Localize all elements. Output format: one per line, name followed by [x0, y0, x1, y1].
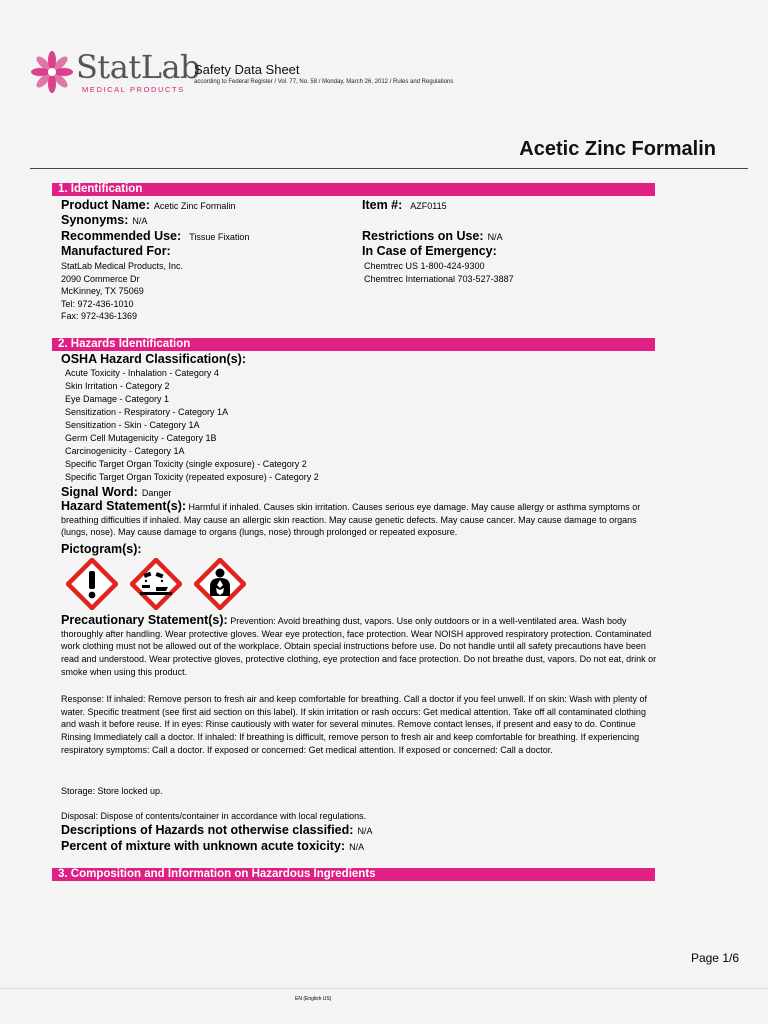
- classification-item: Sensitization - Skin - Category 1A: [65, 420, 200, 430]
- hnoc-row: [61, 823, 372, 837]
- restrictions-value: N/A: [487, 232, 503, 242]
- exclamation-mark-pictogram-icon: [66, 558, 118, 610]
- classification-item: Carcinogenicity - Category 1A: [65, 446, 185, 456]
- unknown-toxicity-row: [61, 839, 364, 853]
- precautionary-prevention: [61, 614, 657, 679]
- precautionary-storage: Storage: Store locked up.: [61, 786, 163, 796]
- hnoc-label: Descriptions of Hazards not otherwise classified:: [61, 823, 354, 837]
- precautionary-response: Response: If inhaled: Remove person to fresh air and keep comfortable for breathing. Call a doctor if you feel unwell. If on skin: Wash with plenty of water. Specific treatment (see first aid section on this label). If skin irritation or rash occurs: Get medical attention. Take off all contaminated clothing and wash it before reuse. If in eyes: Rinse cautiously with water for several minutes. Remove contact lenses, if present and easy to do. Continue Rinsing Immediately call a doctor. If inhaled: If breathing is difficult, remove person to fresh air and keep comfortable for breathing. If experiencing respiratory symptoms: Call a doctor. If exposed or concerned: Get medical attention. If exposed or concerned: Call a doctor.: [61, 694, 647, 755]
- footer-rule: [0, 988, 768, 989]
- classification-item: Specific Target Organ Toxicity (repeated exposure) - Category 2: [65, 472, 319, 482]
- brand-subtitle: MEDICAL PRODUCTS: [82, 85, 185, 94]
- emergency-label: In Case of Emergency:: [362, 244, 497, 258]
- signal-word-row: [61, 485, 171, 499]
- signal-word-label: Signal Word:: [61, 485, 138, 499]
- hazard-statement: [61, 500, 657, 539]
- statlab-flower-logo-icon: [28, 48, 76, 96]
- item-label: Item #:: [362, 198, 403, 212]
- hazard-statement-label: Hazard Statement(s):: [61, 499, 187, 513]
- hnoc-value: N/A: [357, 826, 373, 836]
- classification-item: Eye Damage - Category 1: [65, 394, 170, 404]
- corrosion-pictogram-icon: [130, 558, 182, 610]
- classification-item: Acute Toxicity - Inhalation - Category 4: [65, 368, 219, 378]
- emergency-line: Chemtrec International 703-527-3887: [364, 274, 514, 284]
- synonyms-label: Synonyms:: [61, 213, 129, 227]
- manufacturer-line: StatLab Medical Products, Inc.: [61, 261, 184, 271]
- restrictions-row: [362, 229, 503, 243]
- page-number: Page 1/6: [690, 951, 739, 965]
- manufactured-for-label: Manufactured For:: [61, 244, 171, 258]
- section-3-heading: 3. Composition and Information on Hazardous Ingredients: [52, 868, 655, 881]
- product-name-row: [61, 198, 235, 212]
- classification-item: Sensitization - Respiratory - Category 1A: [65, 407, 229, 417]
- product-title: Acetic Zinc Formalin: [519, 138, 716, 160]
- precautionary-disposal: Disposal: Dispose of contents/container in accordance with local regulations.: [61, 811, 367, 821]
- hazard-statement-text: Harmful if inhaled. Causes skin irritation. Causes serious eye damage. May cause allergy or asthma symptoms or breathing difficulties if inhaled. May cause an allergic skin reaction. May cause genetic defects. May cause cancer. May cause damage to organs (lungs, nose). May cause damage to organs (lungs, nose) through prolonged or repeated exposure.: [61, 502, 641, 538]
- prevention-text: Prevention: Avoid breathing dust, vapors. Use only outdoors or in a well-ventilated area. Wash body thoroughly after handling. Wear protective gloves. Wear eye protection, face protection. Wear NOISH approved respiratory protection. Contaminated work clothing must not be allowed out of the workplace. Obtain special instructions before use. Do not handle until all safety precautions have been read and understood. Wear protective gloves, protective clothing, eye protection and face protection. Do not breathe dust, vapors. Do not eat, drink or smoke when using this product.: [61, 616, 657, 677]
- doc-title: Safety Data Sheet: [194, 62, 300, 77]
- signal-word-value: Danger: [141, 488, 172, 498]
- title-rule: [30, 168, 748, 169]
- unknown-toxicity-label: Percent of mixture with unknown acute toxicity:: [61, 839, 346, 853]
- unknown-toxicity-value: N/A: [349, 842, 365, 852]
- synonyms-row: [61, 213, 147, 227]
- recommended-use-row: [61, 229, 249, 243]
- classification-item: Germ Cell Mutagenicity - Category 1B: [65, 433, 217, 443]
- section-1-heading: 1. Identification: [52, 183, 655, 196]
- precautionary-label: Precautionary Statement(s):: [61, 613, 228, 627]
- recommended-use-value: Tissue Fixation: [189, 232, 250, 242]
- language-label: EN (English US): [295, 996, 332, 1002]
- recommended-use-label: Recommended Use:: [61, 229, 182, 243]
- classification-item: Specific Target Organ Toxicity (single exposure) - Category 2: [65, 459, 307, 469]
- section-2-heading: 2. Hazards Identification: [52, 338, 655, 351]
- osha-label: OSHA Hazard Classification(s):: [61, 352, 246, 366]
- synonyms-value: N/A: [132, 216, 148, 226]
- manufacturer-line: 2090 Commerce Dr: [61, 274, 140, 284]
- manufacturer-line: McKinney, TX 75069: [61, 286, 144, 296]
- emergency-line: Chemtrec US 1-800-424-9300: [364, 261, 485, 271]
- doc-subtitle: according to Federal Register / Vol. 77, No. 58 / Monday, March 26, 2012 / Rules and Regulations: [194, 79, 454, 85]
- manufacturer-fax: Fax: 972-436-1369: [61, 311, 138, 321]
- manufacturer-phone: Tel: 972-436-1010: [61, 299, 134, 309]
- pictogram-label: Pictogram(s):: [61, 542, 142, 556]
- header: [28, 44, 748, 104]
- restrictions-label: Restrictions on Use:: [362, 229, 484, 243]
- item-value: AZF0115: [410, 201, 447, 211]
- product-name-value: Acetic Zinc Formalin: [153, 201, 236, 211]
- product-name-label: Product Name:: [61, 198, 150, 212]
- brand-name: StatLab: [76, 48, 201, 86]
- health-hazard-pictogram-icon: [194, 558, 246, 610]
- classification-item: Skin Irritation - Category 2: [65, 381, 170, 391]
- item-row: [362, 198, 447, 212]
